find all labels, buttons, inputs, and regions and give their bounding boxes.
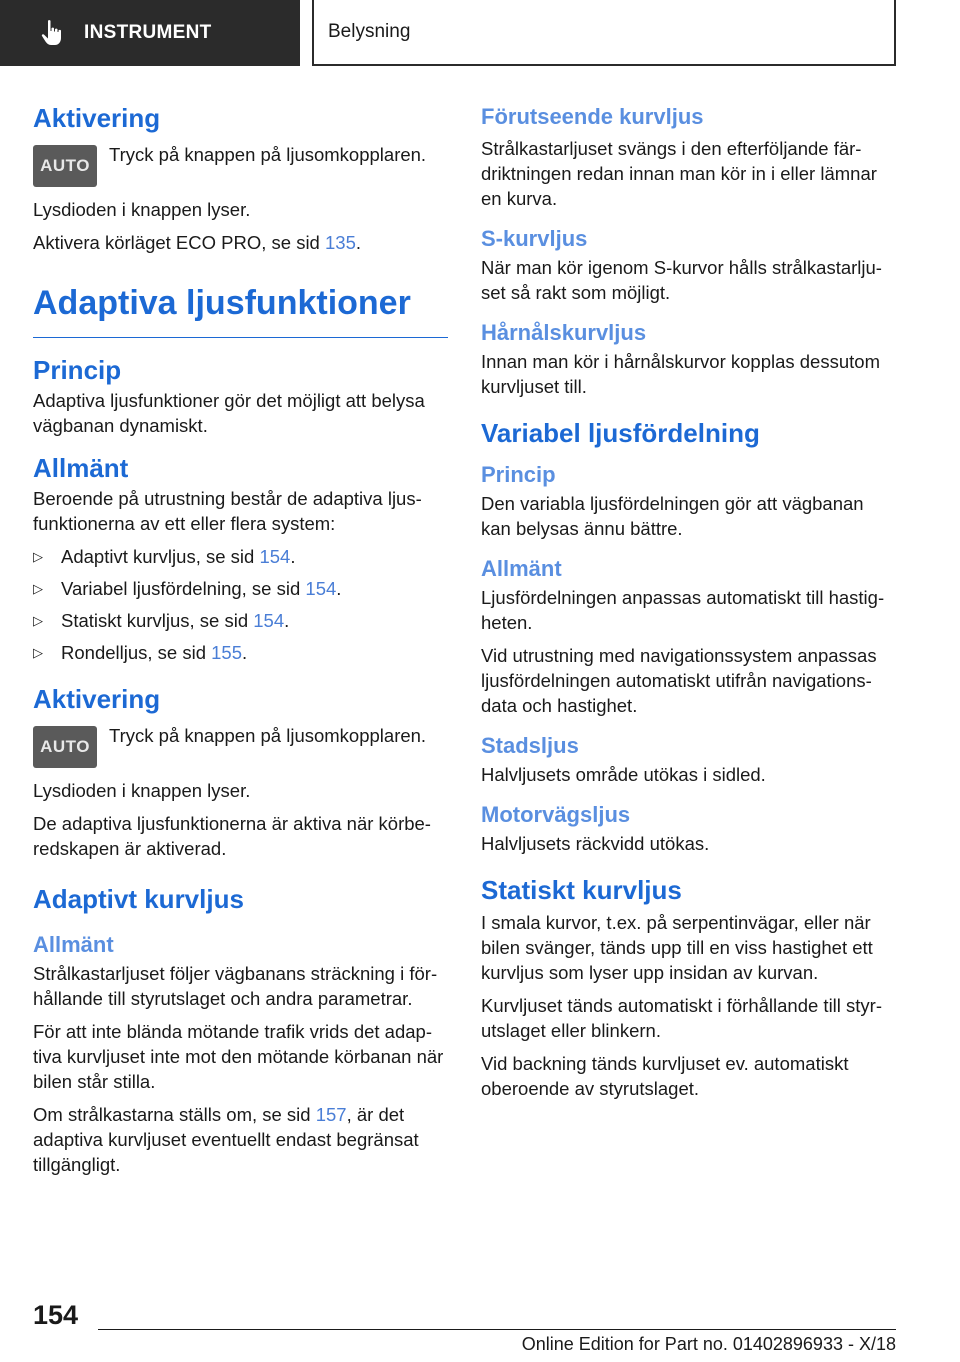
page-link[interactable]: 155 [211, 642, 243, 663]
curve-p1: Strålkastarljuset följer vägbanans sträckning i för-hållande till styrutslaget och andra parametrar. [33, 963, 438, 1009]
predictive-heading: Förutseende kurvljus [481, 104, 704, 129]
auto-button-icon: AUTO [33, 726, 97, 768]
variable-general-heading: Allmänt [481, 556, 562, 581]
page-header [0, 0, 960, 66]
s-curve-text: När man kör igenom S-kurvor hålls strålkastarlju-set så rakt som möjligt. [481, 257, 882, 303]
page-link[interactable]: 154 [259, 546, 291, 567]
principle-heading: Princip [33, 355, 122, 385]
s-curve-heading: S-kurvljus [481, 226, 588, 251]
auto-instruction [33, 142, 448, 187]
variable-general-p1: Ljusfördelningen anpassas automatiskt till hastig-heten. [481, 587, 885, 633]
led-text-2: Lysdioden i knappen lyser. [33, 780, 251, 801]
left-column [33, 100, 448, 1185]
footer-divider [98, 1329, 896, 1330]
auto-instruction-text: Tryck på knappen på ljusomkopplaren. [109, 144, 427, 165]
list-item: ▷ Variabel ljusfördelning, se sid 154. [33, 578, 342, 599]
curve-p3: Om strålkastarna ställs om, se sid 157, är det adaptiva kurvljuset eventuellt endast begränsat tillgängligt. [33, 1104, 419, 1175]
page-link[interactable]: 157 [315, 1104, 347, 1125]
triangle-bullet-icon: ▷ [33, 645, 43, 660]
static-title: Statiskt kurvljus [481, 875, 682, 905]
variable-title: Variabel ljusfördelning [481, 418, 760, 448]
adaptive-title: Adaptiva ljusfunktioner [33, 283, 448, 338]
page-link[interactable]: 135 [325, 232, 356, 253]
hand-pointer-icon [40, 19, 64, 47]
page-number: 154 [33, 1300, 79, 1330]
general-heading: Allmänt [33, 453, 129, 483]
page-link[interactable]: 154 [253, 610, 285, 631]
general-text: Beroende på utrustning består de adaptiva ljus-funktionerna av ett eller flera system: [33, 488, 422, 534]
tab-instrument[interactable] [0, 0, 300, 66]
city-light-heading: Stadsljus [481, 733, 579, 758]
list-item: ▷ Statiskt kurvljus, se sid 154. [33, 610, 290, 631]
auto-button-icon: AUTO [33, 145, 97, 187]
page-link[interactable]: 154 [305, 578, 337, 599]
highway-light-heading: Motorvägsljus [481, 802, 631, 827]
variable-general-p2: Vid utrustning med navigationssystem anpassas ljusfördelningen automatiskt utifrån navigations-data och hastighet. [481, 645, 877, 716]
led-text: Lysdioden i knappen lyser. [33, 199, 251, 220]
city-light-text: Halvljusets område utökas i sidled. [481, 764, 766, 785]
variable-principle-heading: Princip [481, 462, 556, 487]
list-item: ▷ Rondelljus, se sid 155. [33, 642, 248, 663]
triangle-bullet-icon: ▷ [33, 613, 43, 628]
systems-list [33, 544, 448, 665]
activation-heading-2: Aktivering [33, 684, 161, 714]
eco-pro-text: Aktivera körläget ECO PRO, se sid 135. [33, 232, 362, 253]
principle-text: Adaptiva ljusfunktioner gör det möjligt att belysa vägbanan dynamiskt. [33, 390, 425, 436]
hairpin-heading: Hårnålskurvljus [481, 320, 647, 345]
section-tab-label: Belysning [328, 21, 411, 42]
list-item: ▷ Adaptivt kurvljus, se sid 154. [33, 546, 296, 567]
edition-text: Online Edition for Part no. 01402896933 - X/18 [521, 1334, 896, 1354]
curve-p2: För att inte blända mötande trafik vrids det adap-tiva kurvljuset inte mot den mötande körbanan när bilen står stilla. [33, 1021, 444, 1092]
predictive-text: Strålkastarljuset svängs i den efterföljande fär-driktningen redan innan man kör in i eller lämnar en kurva. [481, 138, 877, 209]
highway-light-text: Halvljusets räckvidd utökas. [481, 833, 710, 854]
hairpin-text: Innan man kör i hårnålskurvor kopplas dessutom kurvljuset till. [481, 351, 880, 397]
section-tab[interactable] [312, 0, 896, 66]
triangle-bullet-icon: ▷ [33, 549, 43, 564]
curve-general-heading: Allmänt [33, 932, 114, 957]
activation-heading: Aktivering [33, 103, 161, 133]
triangle-bullet-icon: ▷ [33, 581, 43, 596]
curve-title: Adaptivt kurvljus [33, 884, 244, 914]
static-p1: I smala kurvor, t.ex. på serpentinvägar, eller när bilen svänger, tänds upp till en viss hastighet ett kurvljus som lyser upp insidan av kurvan. [481, 912, 873, 983]
right-column [481, 100, 896, 1109]
active-text: De adaptiva ljusfunktionerna är aktiva när körbe-redskapen är aktiverad. [33, 813, 431, 859]
static-p3: Vid backning tänds kurvljuset ev. automatiskt oberoende av styrutslaget. [481, 1053, 849, 1099]
static-p2: Kurvljuset tänds automatiskt i förhållande till styr-utslaget eller blinkern. [481, 995, 883, 1041]
variable-principle-text: Den variabla ljusfördelningen gör att vägbanan kan belysas ännu bättre. [481, 493, 864, 539]
auto-instruction-text: Tryck på knappen på ljusomkopplaren. [109, 725, 427, 746]
tab-instrument-label: INSTRUMENT [84, 22, 212, 43]
auto-instruction-2 [33, 723, 448, 768]
